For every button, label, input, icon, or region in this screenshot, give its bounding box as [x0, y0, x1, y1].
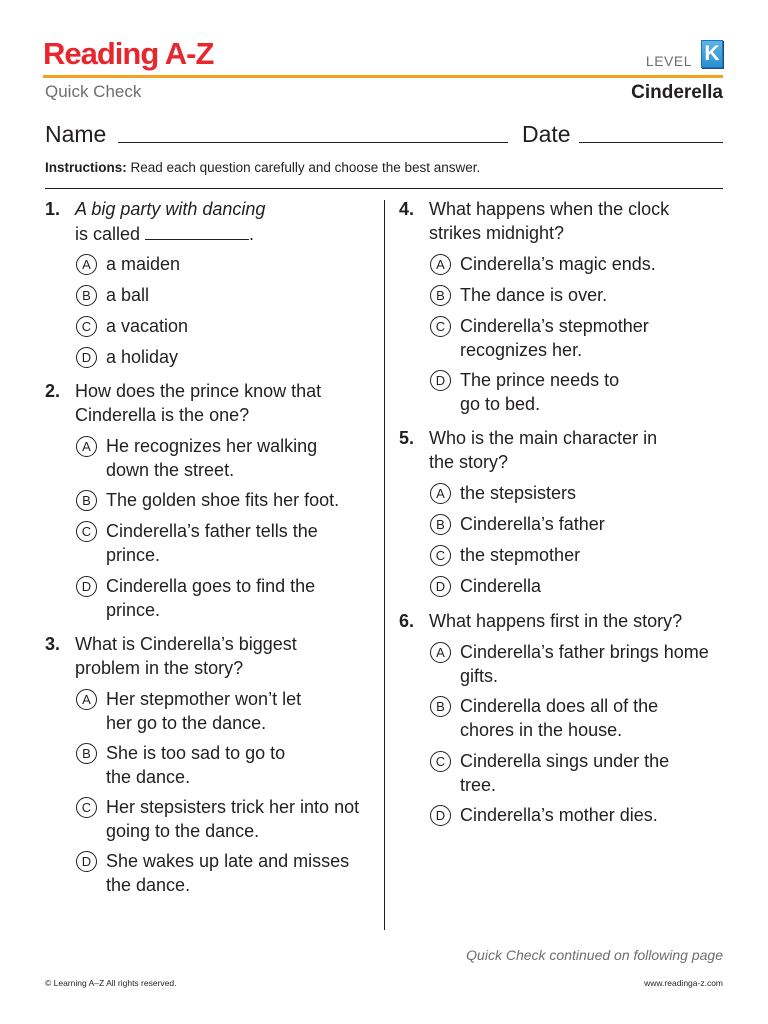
- answer-blank: [145, 222, 249, 240]
- option-letter: A: [430, 642, 451, 663]
- option-letter: B: [430, 285, 451, 306]
- brand-logo: Reading A-Z: [43, 36, 214, 71]
- option-letter: C: [430, 545, 451, 566]
- option-text: Her stepmother won’t let her go to the dance.: [106, 689, 302, 733]
- question-text-italic: A big party with dancing: [75, 199, 266, 219]
- question-text: What happens when the clock strikes midnight?: [429, 199, 670, 243]
- date-label: Date: [522, 121, 571, 147]
- option-text: She wakes up late and misses the dance.: [106, 851, 350, 895]
- question-number: 1.: [45, 199, 61, 219]
- instructions-rule: [45, 188, 723, 189]
- option-text: Cinderella goes to find the prince.: [106, 576, 316, 620]
- option-letter: D: [76, 576, 97, 597]
- option-letter: C: [76, 316, 97, 337]
- page-subtitle: Quick Check: [45, 82, 142, 101]
- date-field[interactable]: [579, 142, 723, 143]
- question-text: Who is the main character in the story?: [429, 428, 658, 472]
- option-text: a ball: [106, 285, 150, 305]
- option-letter: D: [76, 347, 97, 368]
- option-letter: B: [76, 743, 97, 764]
- instructions: [45, 160, 480, 175]
- option-letter: A: [76, 254, 97, 275]
- story-title: Cinderella: [631, 82, 723, 103]
- question-number: 3.: [45, 634, 61, 654]
- option-text: a maiden: [106, 254, 181, 274]
- option-text: She is too sad to go to the dance.: [106, 743, 286, 787]
- question-number: 2.: [45, 381, 61, 401]
- question-text: What happens first in the story?: [429, 611, 683, 631]
- option-text: Cinderella does all of the chores in the house.: [460, 696, 659, 740]
- option-text: the stepsisters: [460, 483, 577, 503]
- name-field[interactable]: [118, 142, 508, 143]
- option-letter: D: [430, 576, 451, 597]
- question-number: 5.: [399, 428, 415, 448]
- header-rule: [43, 75, 723, 78]
- option-text: Cinderella’s father tells the prince.: [106, 521, 318, 565]
- option-letter: C: [76, 797, 97, 818]
- option-letter: A: [76, 436, 97, 457]
- continued-note: Quick Check continued on following page: [466, 947, 723, 963]
- option-text: Cinderella’s stepmother recognizes her.: [460, 316, 649, 360]
- option-letter: C: [430, 751, 451, 772]
- option-text: The dance is over.: [460, 285, 608, 305]
- question-number: 6.: [399, 611, 415, 631]
- option-text: Cinderella: [460, 576, 542, 596]
- copyright: © Learning A–Z All rights reserved.: [45, 978, 177, 988]
- question-text: What is Cinderella’s biggest problem in the story?: [75, 634, 297, 678]
- option-text: a vacation: [106, 316, 189, 336]
- option-text: Her stepsisters trick her into not going to the dance.: [106, 797, 360, 841]
- option-text: Cinderella’s magic ends.: [460, 254, 656, 274]
- option-text: the stepmother: [460, 545, 581, 565]
- option-letter: B: [76, 490, 97, 511]
- level-badge: K: [701, 40, 723, 68]
- question-number: 4.: [399, 199, 415, 219]
- question-text: [75, 198, 375, 246]
- option-text: Cinderella’s mother dies.: [460, 805, 658, 825]
- website-url[interactable]: www.readinga-z.com: [644, 978, 723, 988]
- question-text-line2: is called: [75, 223, 141, 244]
- option-letter: C: [76, 521, 97, 542]
- option-text: The prince needs to go to bed.: [460, 370, 620, 414]
- option-letter: A: [76, 689, 97, 710]
- option-letter: D: [430, 805, 451, 826]
- option-letter: A: [430, 483, 451, 504]
- option-letter: B: [430, 696, 451, 717]
- column-divider: [384, 200, 385, 930]
- instructions-prefix: Instructions:: [45, 160, 127, 175]
- option-letter: D: [430, 370, 451, 391]
- option-text: Cinderella sings under the tree.: [460, 751, 670, 795]
- name-label: Name: [45, 121, 107, 147]
- option-text: He recognizes her walking down the street.: [106, 436, 318, 480]
- question-text-end: .: [249, 223, 255, 244]
- level-label: LEVEL: [645, 53, 692, 69]
- option-text: Cinderella’s father: [460, 514, 605, 534]
- option-letter: B: [430, 514, 451, 535]
- instructions-text: Read each question carefully and choose the best answer.: [130, 160, 481, 175]
- option-text: a holiday: [106, 347, 179, 367]
- option-letter: B: [76, 285, 97, 306]
- question-text: How does the prince know that Cinderella is the one?: [75, 381, 322, 425]
- option-letter: A: [430, 254, 451, 275]
- option-letter: D: [76, 851, 97, 872]
- option-letter: C: [430, 316, 451, 337]
- option-text: Cinderella’s father brings home gifts.: [460, 642, 709, 686]
- option-text: The golden shoe fits her foot.: [106, 490, 340, 510]
